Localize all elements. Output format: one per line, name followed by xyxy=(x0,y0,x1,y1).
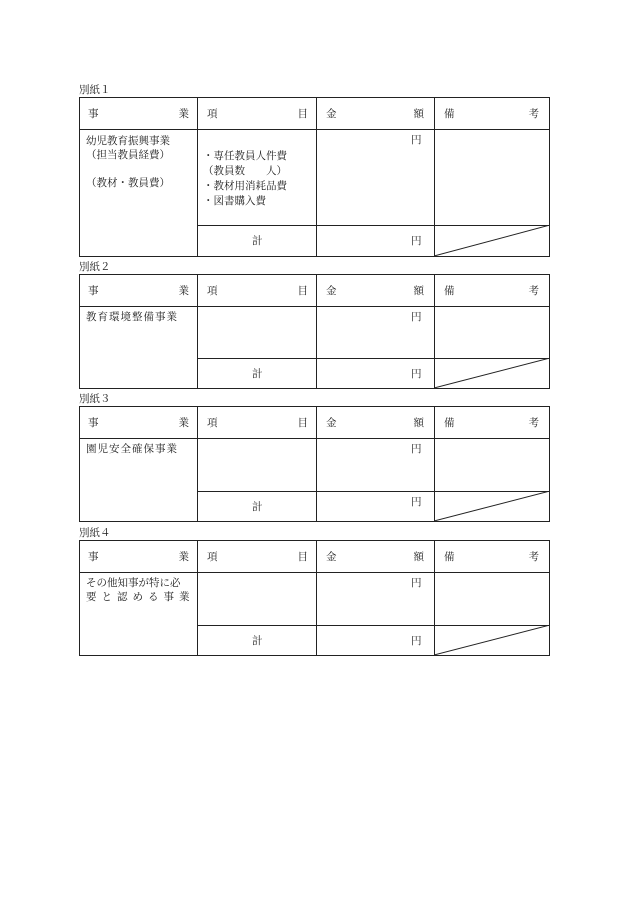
diagonal-strike xyxy=(434,625,550,655)
total-yen-unit: 円 xyxy=(411,496,422,508)
section-2-table xyxy=(79,274,550,389)
item-list: ・専任教員人件費 （教員数 人） ・教材用消耗品費 ・図書購入費 xyxy=(203,150,287,207)
column-divider xyxy=(197,407,198,521)
diagonal-strike xyxy=(434,358,550,388)
business-name: 教育環境整備事業 xyxy=(86,311,178,323)
column-divider xyxy=(197,275,198,388)
header-biko: 備 考 xyxy=(444,417,539,429)
yen-unit: 円 xyxy=(411,311,422,323)
total-label: 計 xyxy=(252,235,263,247)
section-3-label: 別紙３ xyxy=(79,393,111,405)
header-komoku: 項 目 xyxy=(207,417,308,429)
section-2-label: 別紙２ xyxy=(79,261,111,273)
header-divider xyxy=(80,572,549,573)
business-name: 幼児教育振興事業 （担当教員経費） （教材・教員費） xyxy=(86,135,170,189)
header-komoku: 項 目 xyxy=(207,108,308,120)
diagonal-strike xyxy=(434,491,550,521)
header-biko: 備 考 xyxy=(444,108,539,120)
header-divider xyxy=(80,129,549,130)
section-1-label: 別紙１ xyxy=(79,84,111,96)
header-jigyo: 事 業 xyxy=(88,551,189,563)
section-1-table xyxy=(79,97,550,257)
column-divider xyxy=(197,541,198,655)
total-yen-unit: 円 xyxy=(411,368,422,380)
section-3-table xyxy=(79,406,550,522)
total-yen-unit: 円 xyxy=(411,235,422,247)
yen-unit: 円 xyxy=(411,134,422,146)
total-label: 計 xyxy=(252,635,263,647)
total-label: 計 xyxy=(252,501,263,513)
header-biko: 備 考 xyxy=(444,285,539,297)
business-name: 園児安全確保事業 xyxy=(86,443,178,455)
section-4-label: 別紙４ xyxy=(79,527,111,539)
total-yen-unit: 円 xyxy=(411,635,422,647)
column-divider xyxy=(197,98,198,256)
header-jigyo: 事 業 xyxy=(88,417,189,429)
column-divider xyxy=(316,98,317,256)
header-komoku: 項 目 xyxy=(207,285,308,297)
business-name: その他知事が特に必 要と認める事業 xyxy=(86,577,195,603)
total-label: 計 xyxy=(252,368,263,380)
diagonal-strike xyxy=(434,225,550,256)
header-jigyo: 事 業 xyxy=(88,285,189,297)
section-4-table xyxy=(79,540,550,656)
column-divider xyxy=(316,407,317,521)
header-jigyo: 事 業 xyxy=(88,108,189,120)
column-divider xyxy=(316,275,317,388)
yen-unit: 円 xyxy=(411,443,422,455)
header-kingaku: 金 額 xyxy=(326,108,424,120)
header-kingaku: 金 額 xyxy=(326,551,424,563)
header-kingaku: 金 額 xyxy=(326,285,424,297)
yen-unit: 円 xyxy=(411,577,422,589)
column-divider xyxy=(316,541,317,655)
header-divider xyxy=(80,438,549,439)
header-kingaku: 金 額 xyxy=(326,417,424,429)
header-divider xyxy=(80,306,549,307)
header-komoku: 項 目 xyxy=(207,551,308,563)
header-biko: 備 考 xyxy=(444,551,539,563)
